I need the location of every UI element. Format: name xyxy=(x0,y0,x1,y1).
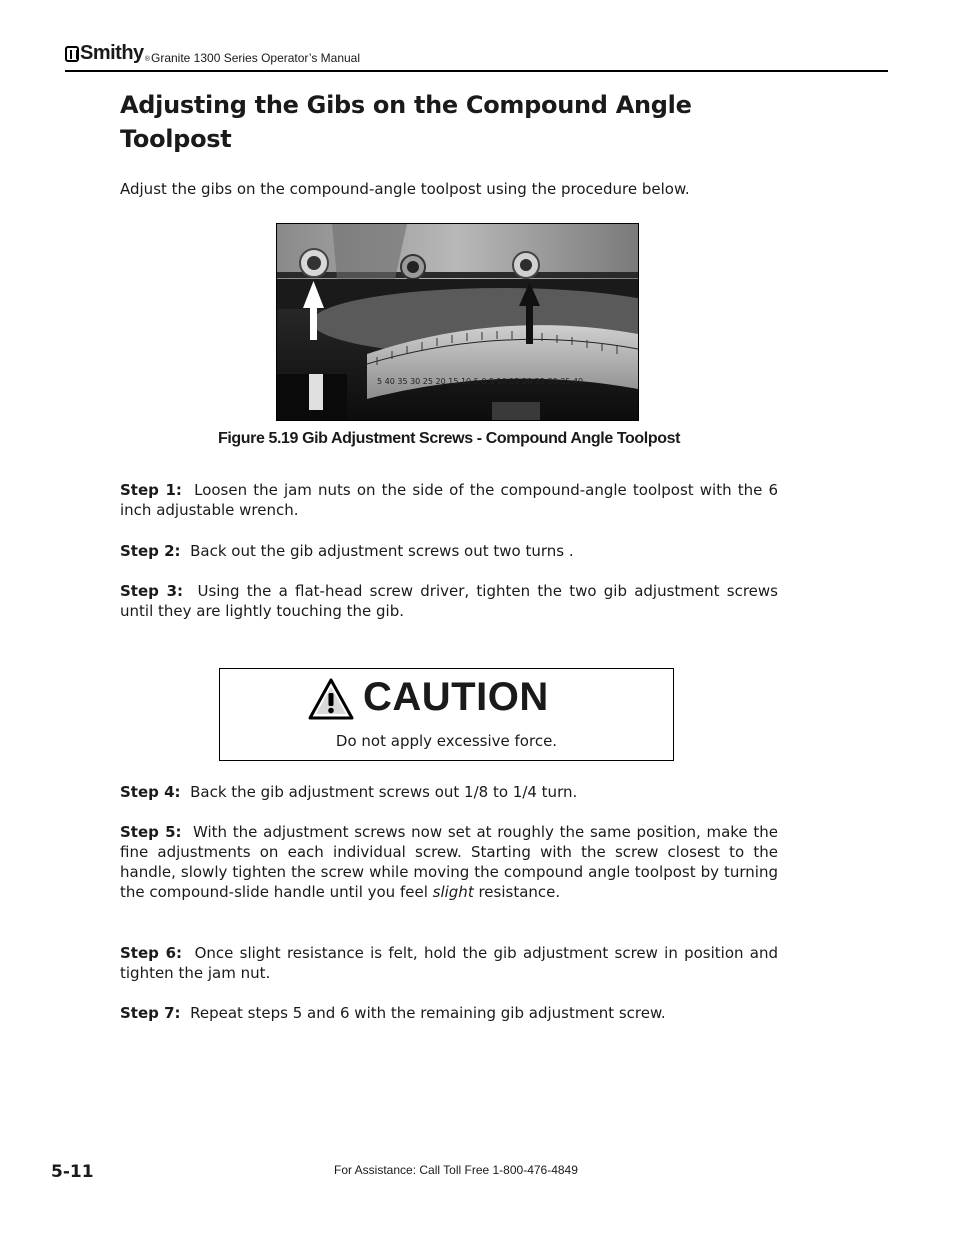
step-4-label: Step 4: xyxy=(120,783,181,801)
step-5 xyxy=(120,822,778,902)
step-5-text: With the adjustment screws now set at roughly the same position, make the fine adjustments on each individual screw. Starting with the screw closest to the handle, slowly tighten the screw while moving the compound angle toolpost by turning the compound-slide handle until you feel xyxy=(120,823,779,901)
step-4 xyxy=(120,782,778,802)
smithy-logo xyxy=(65,42,150,65)
screw-middle xyxy=(401,255,425,279)
step-2-label: Step 2: xyxy=(120,542,181,560)
screw-right xyxy=(513,252,539,278)
caution-text: Do not apply excessive force. xyxy=(335,732,558,750)
figure-caption: Figure 5.19 Gib Adjustment Screws - Compound Angle Toolpost xyxy=(217,430,681,447)
intro-paragraph: Adjust the gibs on the compound-angle toolpost using the procedure below. xyxy=(120,180,690,198)
logo-brand-text: Smithy xyxy=(80,42,144,64)
dial-scale-numbers: 5 40 35 30 25 20 15 10 5 0 5 10 15 20 25 30 35 40 xyxy=(377,377,584,386)
step-5-label: Step 5: xyxy=(120,823,182,841)
caution-box xyxy=(219,668,674,761)
step-3 xyxy=(120,581,778,621)
step-7 xyxy=(120,1003,778,1023)
step-1-text: Loosen the jam nuts on the side of the compound-angle toolpost with the 6 inch adjustable wrench. xyxy=(120,481,778,519)
gib-adjustment-photo xyxy=(276,223,639,421)
step-3-label: Step 3: xyxy=(120,582,184,600)
step-6-text: Once slight resistance is felt, hold the gib adjustment screw in position and tighten the jam nut. xyxy=(120,944,779,982)
page-number: 5-11 xyxy=(51,1162,94,1182)
step-5-emphasis: slight xyxy=(432,883,474,901)
step-4-text: Back the gib adjustment screws out 1/8 to 1/4 turn. xyxy=(190,783,578,801)
step-5-text-end: resistance. xyxy=(473,883,561,901)
smithy-logo-icon xyxy=(65,46,79,62)
step-6 xyxy=(120,943,778,983)
caution-title: CAUTION xyxy=(363,675,549,719)
page-header xyxy=(65,40,888,72)
warning-triangle-icon xyxy=(308,678,354,720)
assistance-line: For Assistance: Call Toll Free 1-800-476-4849 xyxy=(334,1163,578,1177)
step-7-label: Step 7: xyxy=(120,1004,181,1022)
step-2 xyxy=(120,541,778,561)
step-2-text: Back out the gib adjustment screws out two turns . xyxy=(190,542,574,560)
manual-title: Granite 1300 Series Operator’s Manual xyxy=(151,51,361,65)
step-7-text: Repeat steps 5 and 6 with the remaining gib adjustment screw. xyxy=(190,1004,666,1022)
section-heading: Adjusting the Gibs on the Compound Angle Toolpost xyxy=(120,91,692,153)
step-6-label: Step 6: xyxy=(120,944,183,962)
step-1-label: Step 1: xyxy=(120,481,182,499)
screw-left xyxy=(300,249,328,277)
step-1 xyxy=(120,480,778,520)
step-3-text: Using the a flat-head screw driver, tighten the two gib adjustment screws until they are lightly touching the gib. xyxy=(120,582,778,620)
registered-mark: ® xyxy=(144,56,150,63)
